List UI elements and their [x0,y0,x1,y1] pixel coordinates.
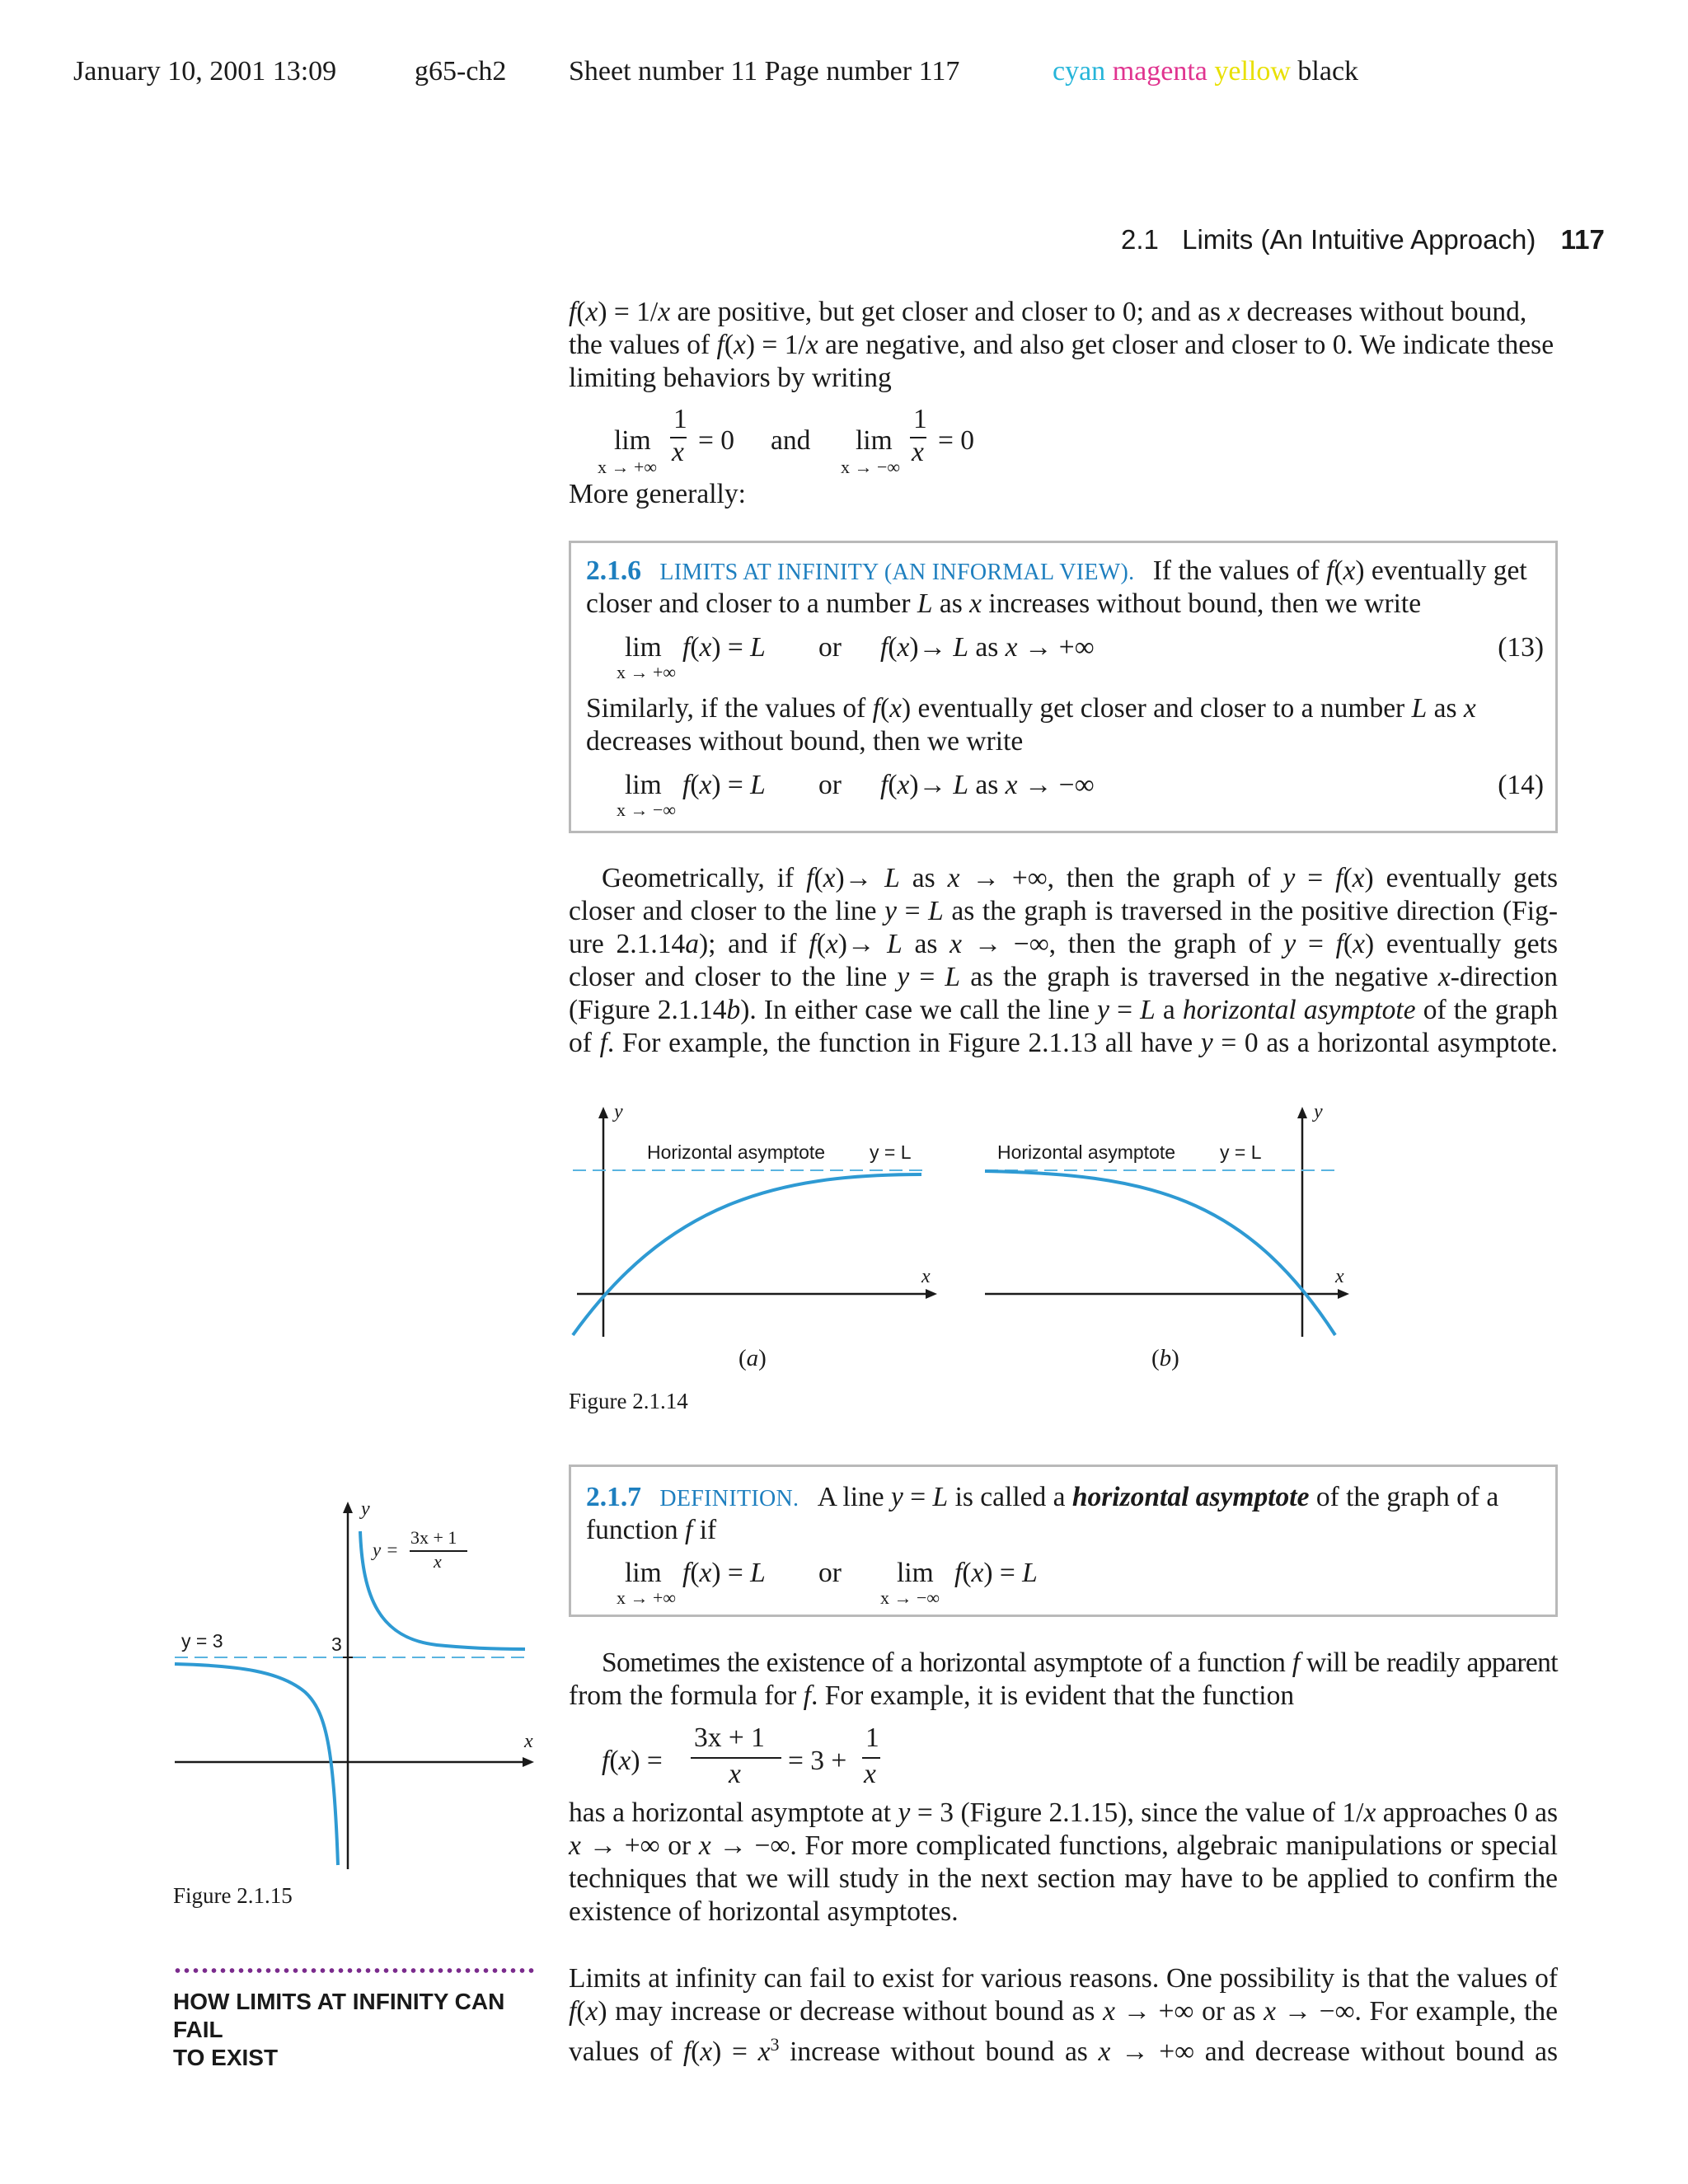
fig15-func-numerator: 3x + 1 [410,1527,457,1548]
box2-line1: 2.1.7 DEFINITION. A line y = L is called a horizontal asymptote of the graph of a [586,1482,1499,1512]
figure-2-1-14 [569,1101,1360,1401]
side-heading: HOW LIMITS AT INFINITY CAN FAIL TO EXIST [173,1989,505,2070]
para2: Geometrically, if f(x)→ L as x → +∞, then the graph of y = f(x) eventually gets closer and closer to the line y = L as the graph is traversed in the positive direction (Fig- ure 2.1.14a); and if f(x)→ L as x → −∞, then the graph of y = f(x) eventually gets closer and closer to the line y = L as the graph is traversed in the negative x-direction (Figure 2.1.14b). In either case we call the line y = L a horizontal asymptote of the graph of f. For example, the function in Figure 2.1.13 all have y = 0 as a horizontal asymptote. [569,863,1559,1058]
panel-a-y-axis-label: y [614,1101,623,1122]
panel-b-label: (b) [1151,1345,1179,1371]
box1-similarly-line2: decreases without bound, then we write [586,726,1024,757]
panel-a-line-label: y = L [870,1141,912,1163]
function-display: f(x) = 3x + 1 x = 3 + 1 x [602,1722,879,1789]
file-code: g65-ch2 [415,56,507,87]
figure-2-1-14-caption: Figure 2.1.14 [569,1389,688,1413]
panel-a-asymptote-label: Horizontal asymptote [647,1141,826,1163]
box1-similarly: Similarly, if the values of f(x) eventually get closer and closer to a number L as x [586,693,1476,724]
para1-line1: f(x) = 1/x are positive, but get closer and closer to 0; and as x decreases without bound, [569,297,1527,327]
color-registration [1053,56,1358,87]
para1-line2: the values of f(x) = 1/x are negative, and also get closer and closer to 0. We indicate these [569,330,1554,360]
fig15-func-lhs: y = [373,1540,399,1560]
para3: Sometimes the existence of a horizontal asymptote of a function f will be readily apparent from the formula for f. For example, it is evident that the function [569,1647,1559,1711]
color-magenta: magenta [1112,56,1207,87]
panel-b-asymptote-label: Horizontal asymptote [997,1141,1176,1163]
section-title: Limits (An Intuitive Approach) [1182,224,1536,255]
panel-a-x-axis-label: x [921,1266,931,1287]
box2-equation: lim x → +∞ f(x) = L or lim x → −∞ f(x) = L [617,1558,1038,1608]
side-heading-dots [173,1968,536,1973]
figure-2-1-15-graphic [165,1498,544,1877]
panel-b-y-axis-label: y [1314,1101,1323,1122]
more-generally: More generally: [569,479,746,509]
limits-display: lim x → +∞ 1 x = 0 and lim x → −∞ 1 x = 0 [598,404,975,477]
fig15-tick-label: 3 [331,1633,342,1655]
figure-2-1-15 [165,1498,544,1877]
box1-line1: 2.1.6 LIMITS AT INFINITY (AN INFORMAL VIEW). If the values of f(x) eventually get [586,555,1527,586]
panel-a-label: (a) [738,1345,767,1371]
box1-line2: closer and closer to a number L as x increases without bound, then we write [586,588,1422,619]
section-number: 2.1 [1121,224,1159,255]
fig15-asymptote-label: y = 3 [181,1630,223,1652]
color-cyan: cyan [1053,56,1106,87]
fig15-x-axis-label: x [524,1731,533,1752]
box2-line2: function f if [586,1515,717,1545]
sheet-info: Sheet number 11 Page number 117 [569,56,960,87]
equation-14: lim x → −∞ f(x) = L or f(x)→ L as x → −∞ (14) [617,770,1544,820]
para5: Limits at infinity can fail to exist for various reasons. One possibility is that the values of f(x) may increase or decrease without bound as x → +∞ or as x → −∞. For example, the values of $f(x) = x^3$ increase without bound as x → +∞ and decrease without bound as [569,1963,1559,2068]
panel-b-line-label: y = L [1220,1141,1262,1163]
definition-box-2-1-7 [569,1465,1558,1617]
definition-box-2-1-6 [569,541,1558,833]
print-date: January 10, 2001 13:09 [73,56,337,87]
panel-b-x-axis-label: x [1335,1266,1344,1287]
fig15-y-axis-label: y [361,1498,370,1520]
equation-13: lim x → +∞ f(x) = L or f(x)→ L as x → +∞ (13) [617,632,1544,682]
page-number: 117 [1560,224,1605,255]
para1-line3: limiting behaviors by writing [569,363,892,393]
figure-2-1-15-caption: Figure 2.1.15 [173,1883,293,1908]
fig15-func-denominator: x [434,1551,442,1572]
para4: has a horizontal asymptote at y = 3 (Figure 2.1.15), since the value of 1/x approaches 0 as x → +∞ or x → −∞. For more complicated functions, algebraic manipulations or special techniques that we will study in the next section may have to be applied to confirm the existence of horizontal asymptotes. [569,1797,1559,1927]
color-yellow: yellow [1214,56,1291,87]
color-black: black [1297,56,1359,87]
running-header [1121,224,1605,256]
